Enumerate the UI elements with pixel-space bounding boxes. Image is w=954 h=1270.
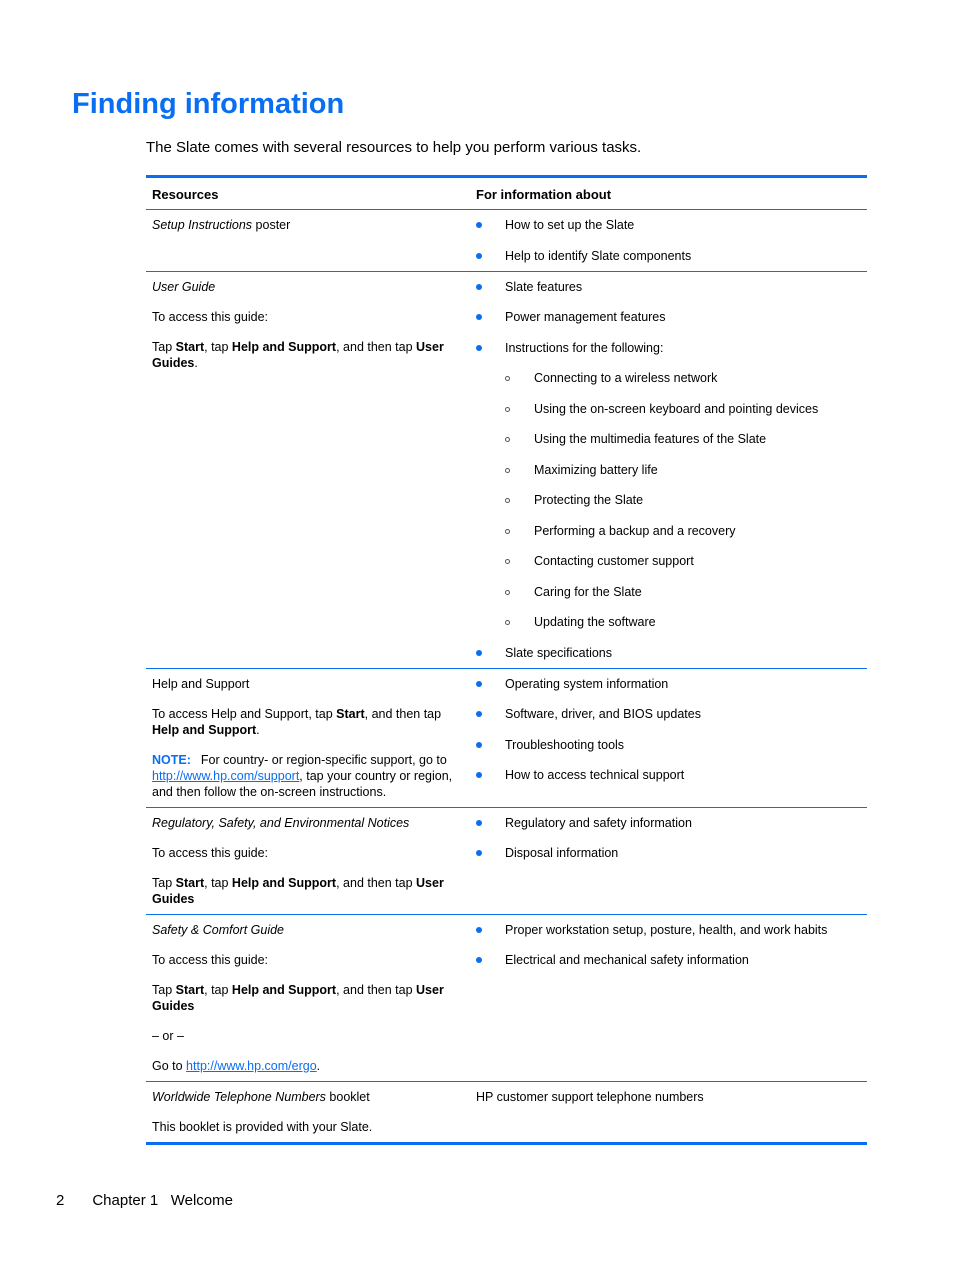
list-item: Slate specifications xyxy=(476,645,863,661)
table-row xyxy=(146,272,867,669)
bullet-icon xyxy=(476,314,482,320)
resource-name: Setup Instructions poster xyxy=(152,218,291,232)
sub-list-item: Using the multimedia features of the Slate xyxy=(505,431,863,447)
sub-list-item: Caring for the Slate xyxy=(505,584,863,600)
bullet-icon xyxy=(476,222,482,228)
chapter-label: Chapter 1 Welcome xyxy=(92,1192,233,1209)
circle-bullet-icon xyxy=(505,529,510,534)
resource-name: Worldwide Telephone Numbers booklet xyxy=(152,1089,370,1104)
note-label: NOTE: xyxy=(152,752,191,767)
tap-instructions: Tap Start, tap Help and Support, and then tap User Guides xyxy=(152,875,444,906)
note-text: NOTE: For country- or region-specific support, go to http://www.hp.com/support, tap your country or region, and then follow the on-screen instructions. xyxy=(152,752,453,799)
access-text: To access this guide: xyxy=(152,952,269,967)
circle-bullet-icon xyxy=(505,468,510,473)
bullet-icon xyxy=(476,253,482,259)
info-list xyxy=(476,922,863,969)
table-row xyxy=(146,808,867,915)
table-row xyxy=(146,210,867,272)
list-item: Software, driver, and BIOS updates xyxy=(476,706,863,722)
sub-list-item: Maximizing battery life xyxy=(505,462,863,478)
circle-bullet-icon xyxy=(505,590,510,595)
access-text: To access this guide: xyxy=(152,845,269,860)
or-separator: – or – xyxy=(152,1028,184,1043)
bullet-icon xyxy=(476,772,482,778)
sub-list-item: Protecting the Slate xyxy=(505,492,863,508)
resource-name: Help and Support xyxy=(152,676,250,691)
table-row xyxy=(146,1082,867,1142)
table-row xyxy=(146,669,867,808)
tap-instructions: Tap Start, tap Help and Support, and then tap User Guides xyxy=(152,982,444,1013)
access-text: To access Help and Support, tap Start, and then tap Help and Support. xyxy=(152,706,442,737)
info-list xyxy=(476,676,863,784)
header-resources: Resources xyxy=(152,187,219,202)
table-header xyxy=(146,178,867,210)
intro-text: The Slate comes with several resources to help you perform various tasks. xyxy=(146,139,642,156)
bullet-icon xyxy=(476,681,482,687)
tap-instructions: Tap Start, tap Help and Support, and then tap User Guides. xyxy=(152,339,444,370)
goto-text: Go to http://www.hp.com/ergo. xyxy=(152,1058,321,1073)
ergo-link[interactable]: http://www.hp.com/ergo xyxy=(186,1058,317,1073)
resource-name: User Guide xyxy=(152,279,216,294)
list-item: Proper workstation setup, posture, health, and work habits xyxy=(476,922,863,938)
header-info: For information about xyxy=(476,187,612,202)
sub-list-item: Connecting to a wireless network xyxy=(505,370,863,386)
sub-list xyxy=(505,370,863,630)
circle-bullet-icon xyxy=(505,407,510,412)
circle-bullet-icon xyxy=(505,559,510,564)
circle-bullet-icon xyxy=(505,376,510,381)
list-item: Slate features xyxy=(476,279,863,295)
list-item: Electrical and mechanical safety information xyxy=(476,952,863,968)
access-text: To access this guide: xyxy=(152,309,269,324)
bullet-icon xyxy=(476,650,482,656)
list-item: Disposal information xyxy=(476,845,863,861)
bullet-icon xyxy=(476,711,482,717)
list-item: Power management features xyxy=(476,309,863,325)
sub-list-item: Contacting customer support xyxy=(505,553,863,569)
bullet-icon xyxy=(476,850,482,856)
bullet-icon xyxy=(476,284,482,290)
provided-text: This booklet is provided with your Slate. xyxy=(152,1119,373,1134)
list-item: Regulatory and safety information xyxy=(476,815,863,831)
resource-name: Regulatory, Safety, and Environmental Notices xyxy=(152,815,410,830)
circle-bullet-icon xyxy=(505,498,510,503)
table-row xyxy=(146,915,867,1082)
sub-list-item: Performing a backup and a recovery xyxy=(505,523,863,539)
bullet-icon xyxy=(476,820,482,826)
sub-list-item: Using the on-screen keyboard and pointing devices xyxy=(505,401,863,417)
list-item: Help to identify Slate components xyxy=(476,248,863,264)
resources-table xyxy=(146,175,867,1145)
list-item: How to set up the Slate xyxy=(476,217,863,233)
list-item: Instructions for the following: Connecting to a wireless network Using the on-screen keyboard and pointing devices Using the multimedia features of the Slate Maximizing battery life Protecting the Slate Performing a backup and a recovery Contacting customer support Caring for the Slate Updating the software xyxy=(476,340,863,631)
info-list xyxy=(476,279,863,661)
support-link[interactable]: http://www.hp.com/support xyxy=(152,768,300,783)
list-item: Troubleshooting tools xyxy=(476,737,863,753)
resource-name: Safety & Comfort Guide xyxy=(152,922,285,937)
sub-list-item: Updating the software xyxy=(505,614,863,630)
bullet-icon xyxy=(476,742,482,748)
circle-bullet-icon xyxy=(505,437,510,442)
info-text: HP customer support telephone numbers xyxy=(476,1089,704,1104)
page-title: Finding information xyxy=(72,88,345,120)
info-list xyxy=(476,815,863,862)
bullet-icon xyxy=(476,927,482,933)
page-number: 2 xyxy=(56,1192,65,1209)
list-item: Operating system information xyxy=(476,676,863,692)
bullet-icon xyxy=(476,957,482,963)
circle-bullet-icon xyxy=(505,620,510,625)
bullet-icon xyxy=(476,345,482,351)
info-list xyxy=(476,217,863,264)
page-footer xyxy=(56,1192,233,1209)
list-item: How to access technical support xyxy=(476,767,863,783)
